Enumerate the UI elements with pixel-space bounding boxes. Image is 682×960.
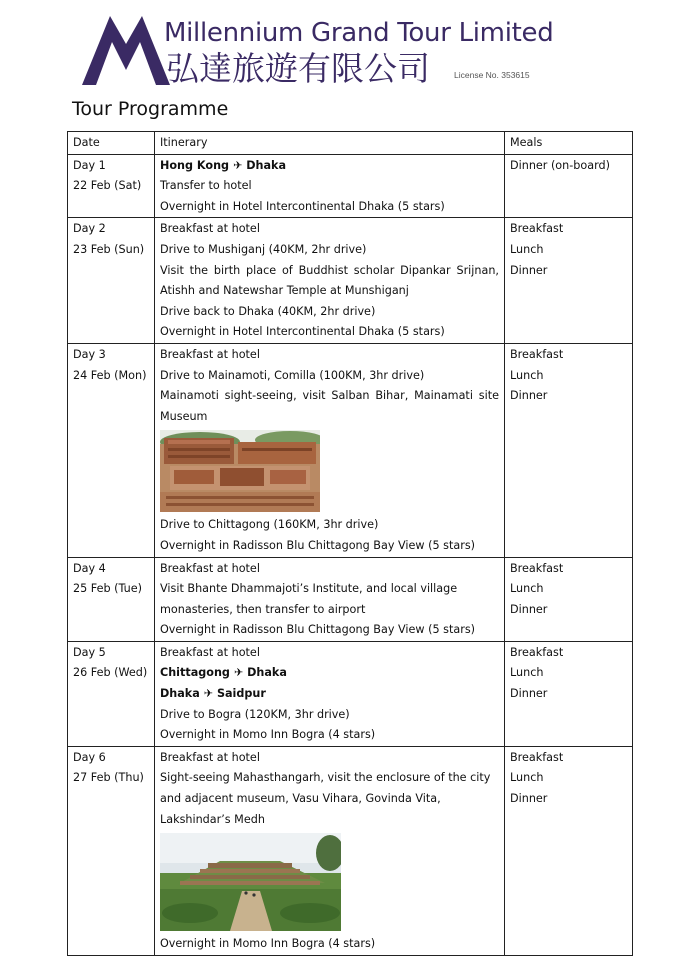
- day-date: 22 Feb (Sat): [73, 179, 142, 193]
- itinerary-line: Overnight in Momo Inn Bogra (4 stars): [160, 937, 376, 951]
- meal-item: Lunch: [510, 242, 544, 256]
- itinerary-line: Drive back to Dhaka (40KM, 2hr drive): [160, 304, 376, 318]
- date-cell: [68, 218, 155, 344]
- table-row: [68, 746, 633, 955]
- day-label: Day 2: [73, 222, 106, 236]
- itinerary-cell: [155, 154, 505, 218]
- day-date: 26 Feb (Wed): [73, 666, 148, 680]
- date-cell: [68, 557, 155, 641]
- day-label: Day 5: [73, 645, 106, 659]
- meals-cell: [505, 154, 633, 218]
- meal-item: Dinner: [510, 389, 548, 403]
- day-date: 25 Feb (Tue): [73, 582, 142, 596]
- itinerary-line: Overnight in Radisson Blu Chittagong Bay View (5 stars): [160, 538, 476, 552]
- meals-cell: [505, 746, 633, 955]
- itinerary-line: Visit the birth place of Buddhist scholar Dipankar Srijnan, Atishh and Natewshar Temple at Munshiganj: [160, 263, 499, 298]
- day-label: Day 3: [73, 347, 106, 361]
- meals-cell: [505, 343, 633, 557]
- meal-item: Lunch: [510, 666, 544, 680]
- meal-item: Breakfast: [510, 222, 564, 236]
- header-date: Date: [68, 132, 155, 155]
- flight-route: Dhaka ✈ Saidpur: [160, 687, 266, 701]
- table-header-row: [68, 132, 633, 155]
- date-cell: [68, 746, 155, 955]
- meals-cell: [505, 557, 633, 641]
- itinerary-cell: [155, 557, 505, 641]
- itinerary-cell: [155, 218, 505, 344]
- meal-item: Dinner: [510, 263, 548, 277]
- meal-item: Breakfast: [510, 347, 564, 361]
- itinerary-line: Breakfast at hotel: [160, 750, 260, 764]
- day-date: 27 Feb (Thu): [73, 771, 144, 785]
- meal-item: Breakfast: [510, 645, 564, 659]
- itinerary-line: Drive to Chittagong (160KM, 3hr drive): [160, 518, 379, 532]
- header-itinerary: Itinerary: [155, 132, 505, 155]
- meals-cell: [505, 218, 633, 344]
- itinerary-line: Lakshindar’s Medh: [160, 812, 265, 826]
- meal-item: Lunch: [510, 771, 544, 785]
- itinerary-line: and adjacent museum, Vasu Vihara, Govinda Vita,: [160, 792, 441, 806]
- flight-route: Chittagong ✈ Dhaka: [160, 666, 287, 680]
- meal-item: Lunch: [510, 368, 544, 382]
- header-meals: Meals: [505, 132, 633, 155]
- itinerary-line: Overnight in Hotel Intercontinental Dhaka (5 stars): [160, 199, 445, 213]
- itinerary-cell: [155, 746, 505, 955]
- itinerary-line: Visit Bhante Dhammajoti’s Institute, and local village: [160, 582, 458, 596]
- itinerary-line: Drive to Mainamoti, Comilla (100KM, 3hr drive): [160, 368, 425, 382]
- meals-cell: [505, 641, 633, 746]
- table-row: [68, 218, 633, 344]
- meal-item: Dinner: [510, 687, 548, 701]
- meal-item: Breakfast: [510, 561, 564, 575]
- table-row: [68, 557, 633, 641]
- itinerary-line: Mainamoti sight-seeing, visit Salban Bihar, Mainamati site Museum: [160, 389, 499, 423]
- itinerary-line: Breakfast at hotel: [160, 222, 260, 236]
- date-cell: [68, 154, 155, 218]
- table-row: [68, 641, 633, 746]
- meal-item: Dinner (on-board): [510, 158, 610, 172]
- date-cell: [68, 641, 155, 746]
- itinerary-line: Transfer to hotel: [160, 179, 252, 193]
- mahasthangarh-mound-photo: [160, 833, 341, 931]
- salban-bihar-ruins-photo: [160, 430, 320, 512]
- m-logo-icon: [80, 14, 172, 86]
- company-name-cn: 弘達旅遊有限公司: [166, 49, 430, 88]
- meal-item: Breakfast: [510, 750, 564, 764]
- flight-route: Hong Kong ✈ Dhaka: [160, 158, 287, 172]
- license-number: License No. 353615: [454, 70, 530, 80]
- company-name-en: Millennium Grand Tour Limited: [164, 18, 554, 48]
- itinerary-line: Breakfast at hotel: [160, 645, 260, 659]
- itinerary-line: Breakfast at hotel: [160, 561, 260, 575]
- itinerary-line: Drive to Mushiganj (40KM, 2hr drive): [160, 242, 367, 256]
- meal-item: Dinner: [510, 602, 548, 616]
- itinerary-line: Overnight in Momo Inn Bogra (4 stars): [160, 728, 376, 742]
- itinerary-line: Drive to Bogra (120KM, 3hr drive): [160, 707, 350, 721]
- itinerary-line: Breakfast at hotel: [160, 347, 260, 361]
- table-row: [68, 343, 633, 557]
- itinerary-cell: [155, 343, 505, 557]
- tour-programme-table: [67, 131, 633, 956]
- day-date: 24 Feb (Mon): [73, 368, 147, 382]
- itinerary-line: Overnight in Hotel Intercontinental Dhaka (5 stars): [160, 325, 445, 339]
- day-label: Day 1: [73, 158, 106, 172]
- meal-item: Lunch: [510, 582, 544, 596]
- itinerary-cell: [155, 641, 505, 746]
- day-date: 23 Feb (Sun): [73, 242, 145, 256]
- page-title: Tour Programme: [72, 98, 229, 120]
- itinerary-line: Sight-seeing Mahasthangarh, visit the enclosure of the city: [160, 771, 491, 785]
- day-label: Day 4: [73, 561, 106, 575]
- itinerary-line: monasteries, then transfer to airport: [160, 602, 366, 616]
- day-label: Day 6: [73, 750, 106, 764]
- company-header: [80, 12, 640, 90]
- table-row: [68, 154, 633, 218]
- date-cell: [68, 343, 155, 557]
- itinerary-line: Overnight in Radisson Blu Chittagong Bay View (5 stars): [160, 623, 476, 637]
- meal-item: Dinner: [510, 792, 548, 806]
